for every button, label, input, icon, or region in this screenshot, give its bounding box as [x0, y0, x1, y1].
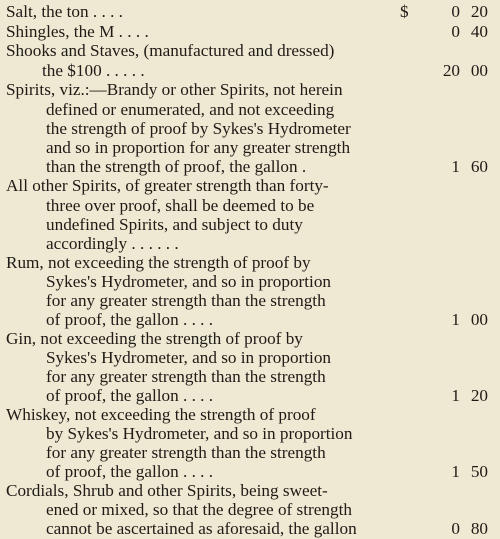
entry-text-line: Sykes's Hydrometer, and so in proportion — [46, 348, 332, 367]
entry-rum — [0, 253, 500, 273]
duty-cents: 20 — [470, 2, 488, 21]
entry-text-line: Spirits, viz.:—Brandy or other Spirits, not herein — [6, 80, 343, 99]
duty-dollars: 0 — [451, 22, 460, 41]
entry-text-line: for any greater strength than the strength — [46, 291, 326, 310]
entry-cordials-cont — [0, 500, 500, 520]
entry-other-spirits — [0, 176, 500, 196]
entry-text-line: Whiskey, not exceeding the strength of proof — [6, 405, 316, 424]
entry-text-line: defined or enumerated, and not exceeding — [46, 100, 335, 119]
entry-text-line: by Sykes's Hydrometer, and so in proportion — [46, 424, 353, 443]
duty-cents: 50 — [470, 462, 488, 481]
entry-text-line: Shooks and Staves, (manufactured and dressed) — [6, 41, 335, 60]
duty-dollars: 0 — [451, 2, 460, 21]
entry-text-line: for any greater strength than the strength — [46, 367, 326, 386]
entry-spirits-cont — [0, 138, 500, 158]
duty-dollars: 1 — [451, 310, 460, 329]
entry-text-line: of proof, the gallon . . . . — [46, 462, 214, 481]
duty-cents: 40 — [470, 22, 488, 41]
entry-shingles — [0, 22, 500, 42]
duty-dollars: 1 — [451, 462, 460, 481]
entry-gin-cont — [0, 348, 500, 368]
entry-gin-cont — [0, 367, 500, 387]
entry-text-line: Shingles, the M . . . . — [6, 22, 149, 41]
entry-other-spirits-cont — [0, 196, 500, 216]
entry-text-line: and so in proportion for any greater strength — [46, 138, 351, 157]
duty-cents: 60 — [470, 157, 488, 176]
entry-whiskey-cont — [0, 443, 500, 463]
duty-cents: 00 — [470, 310, 488, 329]
entry-cordials — [0, 481, 500, 501]
entry-whiskey-cont — [0, 462, 500, 482]
entry-spirits-cont — [0, 157, 500, 177]
entry-text-line: the strength of proof by Sykes's Hydrometer — [46, 119, 351, 138]
entry-text-line: All other Spirits, of greater strength than forty- — [6, 176, 329, 195]
duty-dollars: 20 — [442, 61, 460, 80]
entry-text-line: three over proof, shall be deemed to be — [46, 196, 315, 215]
entry-text-line: ened or mixed, so that the degree of strength — [46, 500, 352, 519]
entry-whiskey-cont — [0, 424, 500, 444]
entry-text-line: for any greater strength than the strength — [46, 443, 326, 462]
entry-text-line: Rum, not exceeding the strength of proof by — [6, 253, 311, 272]
entry-rum-cont — [0, 310, 500, 330]
duty-dollars: 0 — [451, 519, 460, 538]
entry-salt — [0, 2, 500, 22]
duty-dollars: 1 — [451, 157, 460, 176]
entry-spirits-cont — [0, 119, 500, 139]
entry-other-spirits-cont — [0, 234, 500, 254]
entry-shooks — [0, 41, 500, 61]
duty-cents: 20 — [470, 386, 488, 405]
entry-text-line: the $100 . . . . . — [42, 61, 145, 80]
entry-rum-cont — [0, 291, 500, 311]
entry-text-line: Cordials, Shrub and other Spirits, being sweet- — [6, 481, 328, 500]
entry-spirits-cont — [0, 100, 500, 120]
entry-cordials-cont — [0, 519, 500, 539]
entry-other-spirits-cont — [0, 215, 500, 235]
currency-symbol: $ — [400, 2, 409, 21]
duty-dollars: 1 — [451, 386, 460, 405]
entry-gin — [0, 329, 500, 349]
entry-text-line: than the strength of proof, the gallon . — [46, 157, 307, 176]
entry-spirits — [0, 80, 500, 100]
entry-text-line: Gin, not exceeding the strength of proof by — [6, 329, 303, 348]
entry-text-line: Salt, the ton . . . . — [6, 2, 123, 21]
duty-cents: 00 — [470, 61, 488, 80]
entry-text-line: of proof, the gallon . . . . — [46, 310, 214, 329]
entry-text-line: of proof, the gallon . . . . — [46, 386, 214, 405]
duty-cents: 80 — [470, 519, 488, 538]
entry-text-line: cannot be ascertained as aforesaid, the gallon — [46, 519, 357, 538]
entry-gin-cont — [0, 386, 500, 406]
entry-whiskey — [0, 405, 500, 425]
entry-text-line: accordingly . . . . . . — [46, 234, 179, 253]
entry-text-line: Sykes's Hydrometer, and so in proportion — [46, 272, 332, 291]
entry-text-line: undefined Spirits, and subject to duty — [46, 215, 303, 234]
entry-shooks-cont — [0, 61, 500, 81]
entry-rum-cont — [0, 272, 500, 292]
